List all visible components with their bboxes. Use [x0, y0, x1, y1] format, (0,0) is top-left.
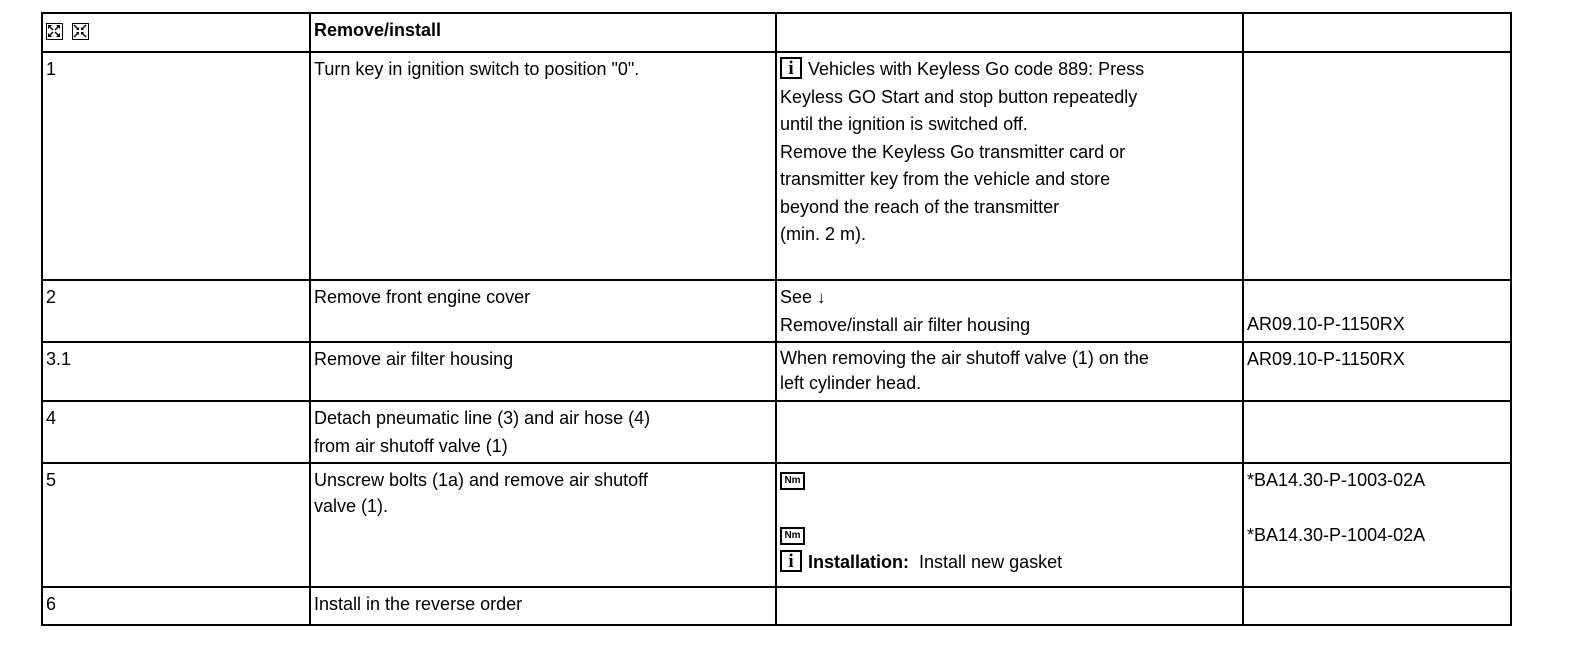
collapse-all-icon[interactable]	[72, 23, 89, 40]
step-note	[776, 463, 1243, 587]
step-reference	[1243, 280, 1511, 342]
reference-link[interactable]: AR09.10-P-1150RX	[1243, 342, 1511, 401]
info-icon: i	[780, 550, 802, 572]
step-action: Install in the reverse order	[310, 587, 776, 625]
step-number: 4	[42, 401, 310, 463]
step-action: Turn key in ignition switch to position "0".	[310, 52, 776, 280]
table-row	[42, 587, 1511, 625]
note-line: until the ignition is switched off.	[780, 114, 1028, 134]
step-action: Remove air filter housing	[310, 342, 776, 401]
note-line: Keyless GO Start and stop button repeatedly	[780, 86, 1138, 107]
step-note	[776, 52, 1243, 280]
info-icon: i	[780, 57, 802, 79]
header-empty-cell	[776, 13, 1243, 52]
procedure-table	[41, 12, 1512, 626]
step-reference	[1243, 587, 1511, 625]
note-line: left cylinder head.	[780, 373, 922, 393]
torque-reference-link[interactable]: *BA14.30-P-1003-02A	[1247, 470, 1426, 490]
note-line: (min. 2 m).	[780, 224, 867, 244]
header-empty-cell	[1243, 13, 1511, 52]
step-action: Remove front engine cover	[310, 280, 776, 342]
torque-reference-link[interactable]: *BA14.30-P-1004-02A	[1247, 524, 1426, 545]
torque-nm-icon[interactable]: Nm	[780, 527, 805, 545]
reference-link[interactable]: AR09.10-P-1150RX	[1247, 314, 1405, 334]
step-reference	[1243, 52, 1511, 280]
step-note	[776, 401, 1243, 463]
step-action	[310, 463, 776, 587]
step-note	[776, 587, 1243, 625]
arrow-down-icon[interactable]: ↓	[817, 288, 826, 307]
header-title: Remove/install	[310, 13, 776, 52]
note-line: Remove the Keyless Go transmitter card or	[780, 141, 1126, 162]
note-line: When removing the air shutoff valve (1) on the	[780, 348, 1149, 368]
step-number: 3.1	[42, 342, 310, 401]
step-note	[776, 280, 1243, 342]
action-line: Detach pneumatic line (3) and air hose (4)	[314, 408, 651, 428]
action-line: valve (1).	[314, 496, 389, 516]
table-header-row	[42, 13, 1511, 52]
step-number: 1	[42, 52, 310, 280]
table-row	[42, 52, 1511, 280]
step-number: 6	[42, 587, 310, 625]
step-reference	[1243, 463, 1511, 587]
action-line: from air shutoff valve (1)	[314, 435, 508, 456]
table-row	[42, 401, 1511, 463]
step-action	[310, 401, 776, 463]
see-link[interactable]: Remove/install air filter housing	[780, 314, 1031, 335]
table-row	[42, 342, 1511, 401]
note-line: transmitter key from the vehicle and store	[780, 169, 1111, 189]
see-label: See	[780, 287, 813, 307]
expand-all-icon[interactable]	[46, 23, 63, 40]
table-row	[42, 280, 1511, 342]
torque-nm-icon[interactable]: Nm	[780, 472, 805, 490]
step-number: 2	[42, 280, 310, 342]
table-row	[42, 463, 1511, 587]
installation-text: Install new gasket	[919, 552, 1063, 572]
action-line: Unscrew bolts (1a) and remove air shutoff	[314, 470, 648, 490]
step-note	[776, 342, 1243, 401]
installation-label: Installation:	[808, 552, 910, 572]
note-line: beyond the reach of the transmitter	[780, 196, 1060, 217]
note-line: Vehicles with Keyless Go code 889: Press	[808, 59, 1145, 79]
step-reference	[1243, 401, 1511, 463]
step-number: 5	[42, 463, 310, 587]
header-icons-cell	[42, 13, 310, 52]
